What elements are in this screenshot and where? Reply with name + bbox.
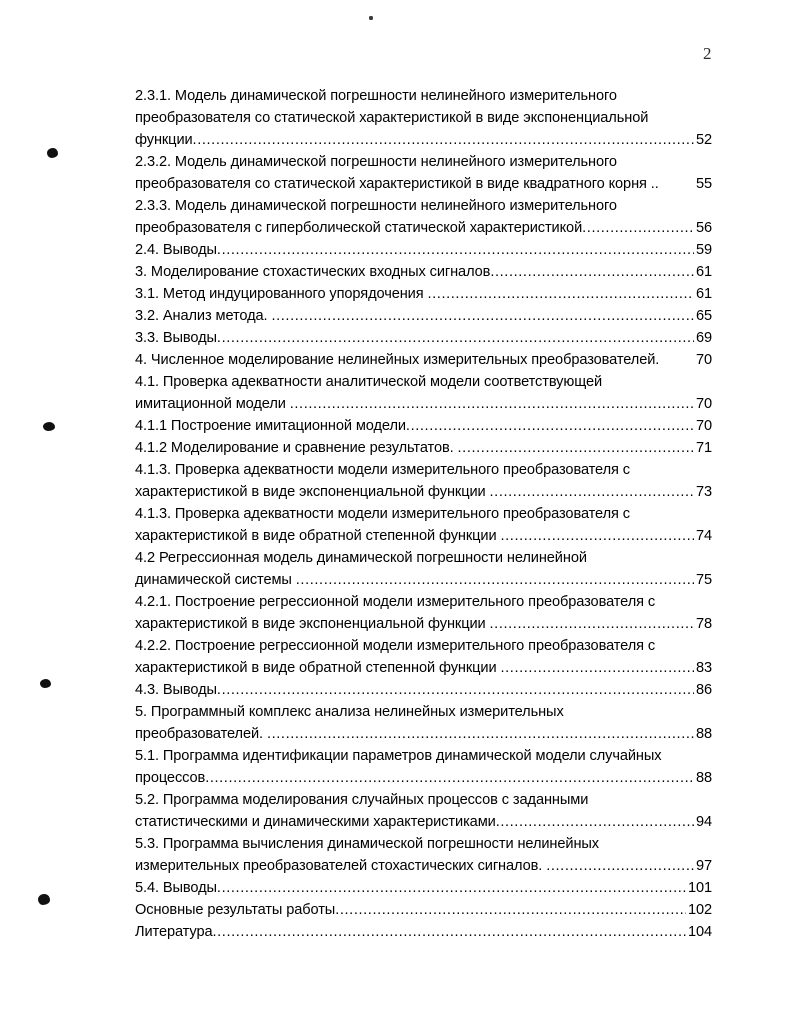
toc-entry-text: 3.2. Анализ метода.: [135, 308, 272, 324]
toc-entry-text: 3.1. Метод индуцированного упорядочения: [135, 286, 428, 302]
toc-entry-text: 2.4. Выводы: [135, 242, 217, 258]
dot-leader: [193, 132, 694, 148]
toc-entry-text: 4.1.3. Проверка адекватности модели измерительного преобразователя с: [135, 506, 630, 522]
toc-entry-text: динамической системы: [135, 572, 296, 588]
toc-entry-text: преобразователя с гиперболической статической характеристикой: [135, 220, 583, 236]
toc-entry-line[interactable]: [135, 902, 712, 924]
dot-leader: [296, 572, 694, 588]
toc-entry-line[interactable]: [135, 484, 712, 506]
toc-page-number: 70: [695, 352, 712, 368]
dot-leader: [217, 330, 694, 346]
toc-entry-text: преобразователя со статической характеристикой в виде квадратного корня ..: [135, 176, 659, 192]
toc-page-number: 88: [695, 726, 712, 742]
toc-entry-line[interactable]: [135, 330, 712, 352]
toc-entry-line[interactable]: [135, 286, 712, 308]
toc-entry-text: 5.2. Программа моделирования случайных процессов с заданными: [135, 792, 589, 808]
margin-ink-blot-4: [38, 894, 50, 905]
toc-entry-line[interactable]: [135, 594, 712, 616]
toc-page-number: 97: [695, 858, 712, 874]
dot-leader: [496, 814, 694, 830]
toc-entry-line[interactable]: [135, 836, 712, 858]
toc-entry-text: характеристикой в виде экспоненциальной функции: [135, 616, 490, 632]
toc-page-number: 70: [695, 418, 712, 434]
toc-entry-line[interactable]: [135, 352, 712, 374]
margin-ink-blot-3: [40, 679, 51, 688]
toc-entry-line[interactable]: [135, 572, 712, 594]
toc-entry-line[interactable]: [135, 154, 712, 176]
dot-leader: [335, 902, 686, 918]
toc-entry-text: 4.2.2. Построение регрессионной модели измерительного преобразователя с: [135, 638, 656, 654]
dot-leader: [490, 484, 694, 500]
dot-leader: [458, 440, 694, 456]
toc-entry-text: преобразователей.: [135, 726, 267, 742]
dot-leader: [501, 528, 694, 544]
toc-entry-text: 4.1.1 Построение имитационной модели: [135, 418, 406, 434]
toc-entry-line[interactable]: [135, 220, 712, 242]
toc-entry-line[interactable]: [135, 748, 712, 770]
dot-leader: [546, 858, 694, 874]
dot-leader: [490, 616, 694, 632]
toc-entry-text: 4.1. Проверка адекватности аналитической модели соответствующей: [135, 374, 603, 390]
scan-speck: [369, 16, 373, 20]
toc-entry-line[interactable]: [135, 638, 712, 660]
table-of-contents: [135, 88, 712, 946]
toc-entry-text: процессов: [135, 770, 206, 786]
toc-entry-line[interactable]: [135, 110, 712, 132]
dot-leader: [290, 396, 694, 412]
dot-leader: [217, 242, 694, 258]
toc-page-number: 73: [695, 484, 712, 500]
toc-entry-text: функции: [135, 132, 193, 148]
toc-entry-line[interactable]: [135, 176, 712, 198]
toc-page-number: 71: [695, 440, 712, 456]
toc-entry-line[interactable]: [135, 814, 712, 836]
dot-leader: [217, 880, 686, 896]
toc-entry-line[interactable]: [135, 770, 712, 792]
dot-leader: [267, 726, 694, 742]
toc-page-number: 94: [695, 814, 712, 830]
toc-page-number: 102: [687, 902, 712, 918]
toc-entry-text: преобразователя со статической характеристикой в виде экспоненциальной: [135, 110, 649, 126]
toc-entry-text: 5. Программный комплекс анализа нелинейных измерительных: [135, 704, 564, 720]
toc-entry-text: 4. Численное моделирование нелинейных измерительных преобразователей.: [135, 352, 660, 368]
toc-entry-line[interactable]: [135, 396, 712, 418]
toc-page-number: 104: [687, 924, 712, 940]
toc-entry-line[interactable]: [135, 242, 712, 264]
toc-entry-line[interactable]: [135, 440, 712, 462]
dot-leader: [501, 660, 694, 676]
toc-page-number: 61: [695, 264, 712, 280]
toc-page-number: 86: [695, 682, 712, 698]
toc-page-number: 61: [695, 286, 712, 302]
margin-ink-blot-1: [47, 148, 58, 158]
toc-entry-text: 4.2 Регрессионная модель динамической погрешности нелинейной: [135, 550, 587, 566]
toc-entry-line[interactable]: [135, 88, 712, 110]
toc-entry-line[interactable]: [135, 462, 712, 484]
toc-entry-line[interactable]: [135, 418, 712, 440]
toc-entry-line[interactable]: [135, 264, 712, 286]
dot-leader: [217, 682, 694, 698]
toc-entry-text: 4.1.2 Моделирование и сравнение результатов.: [135, 440, 458, 456]
toc-entry-text: 2.3.2. Модель динамической погрешности нелинейного измерительного: [135, 154, 617, 170]
toc-entry-text: 5.4. Выводы: [135, 880, 217, 896]
dot-leader: [582, 220, 694, 236]
toc-entry-text: 4.1.3. Проверка адекватности модели измерительного преобразователя с: [135, 462, 630, 478]
toc-entry-text: Основные результаты работы: [135, 902, 336, 918]
toc-entry-line[interactable]: [135, 792, 712, 814]
toc-entry-text: статистическими и динамическими характеристиками: [135, 814, 496, 830]
toc-entry-text: 3. Моделирование стохастических входных сигналов: [135, 264, 491, 280]
toc-page-number: 70: [695, 396, 712, 412]
toc-page-number: 55: [695, 176, 712, 192]
toc-entry-text: 4.3. Выводы: [135, 682, 217, 698]
toc-entry-line[interactable]: [135, 528, 712, 550]
margin-ink-blot-2: [43, 422, 55, 431]
toc-entry-line[interactable]: [135, 880, 712, 902]
toc-entry-text: 5.3. Программа вычисления динамической погрешности нелинейных: [135, 836, 600, 852]
dot-leader: [490, 264, 694, 280]
toc-entry-line[interactable]: [135, 198, 712, 220]
toc-page-number: 83: [695, 660, 712, 676]
toc-page-number: 69: [695, 330, 712, 346]
toc-entry-line[interactable]: [135, 374, 712, 396]
toc-entry-text: имитационной модели: [135, 396, 290, 412]
toc-page-number: 59: [695, 242, 712, 258]
toc-entry-text: 4.2.1. Построение регрессионной модели измерительного преобразователя с: [135, 594, 656, 610]
toc-entry-line[interactable]: [135, 924, 712, 946]
toc-page-number: 74: [695, 528, 712, 544]
toc-entry-line[interactable]: [135, 858, 712, 880]
dot-leader: [213, 924, 686, 940]
toc-entry-line[interactable]: [135, 550, 712, 572]
toc-page-number: 88: [695, 770, 712, 786]
toc-entry-line[interactable]: [135, 506, 712, 528]
dot-leader: [428, 286, 694, 302]
toc-page-number: 56: [695, 220, 712, 236]
toc-page-number: 101: [687, 880, 712, 896]
toc-entry-text: характеристикой в виде обратной степенной функции: [135, 528, 501, 544]
dot-leader: [406, 418, 694, 434]
page-number: 2: [703, 44, 712, 63]
toc-entry-line[interactable]: [135, 616, 712, 638]
toc-entry-line[interactable]: [135, 682, 712, 704]
dot-leader: [271, 308, 694, 324]
toc-entry-line[interactable]: [135, 704, 712, 726]
dot-leader: [205, 770, 694, 786]
toc-entry-line[interactable]: [135, 660, 712, 682]
toc-page-number: 65: [695, 308, 712, 324]
toc-entry-text: характеристикой в виде обратной степенной функции: [135, 660, 501, 676]
toc-entry-line[interactable]: [135, 726, 712, 748]
toc-page-number: 52: [695, 132, 712, 148]
toc-page-number: 78: [695, 616, 712, 632]
toc-entry-text: характеристикой в виде экспоненциальной функции: [135, 484, 490, 500]
toc-page-number: 75: [695, 572, 712, 588]
toc-entry-text: 2.3.1. Модель динамической погрешности нелинейного измерительного: [135, 88, 617, 104]
toc-entry-text: 5.1. Программа идентификации параметров динамической модели случайных: [135, 748, 662, 764]
toc-entry-text: 2.3.3. Модель динамической погрешности нелинейного измерительного: [135, 198, 617, 214]
toc-entry-text: 3.3. Выводы: [135, 330, 217, 346]
toc-entry-text: измерительных преобразователей стохастических сигналов.: [135, 858, 547, 874]
toc-entry-line[interactable]: [135, 132, 712, 154]
toc-entry-line[interactable]: [135, 308, 712, 330]
toc-entry-text: Литература: [135, 924, 213, 940]
